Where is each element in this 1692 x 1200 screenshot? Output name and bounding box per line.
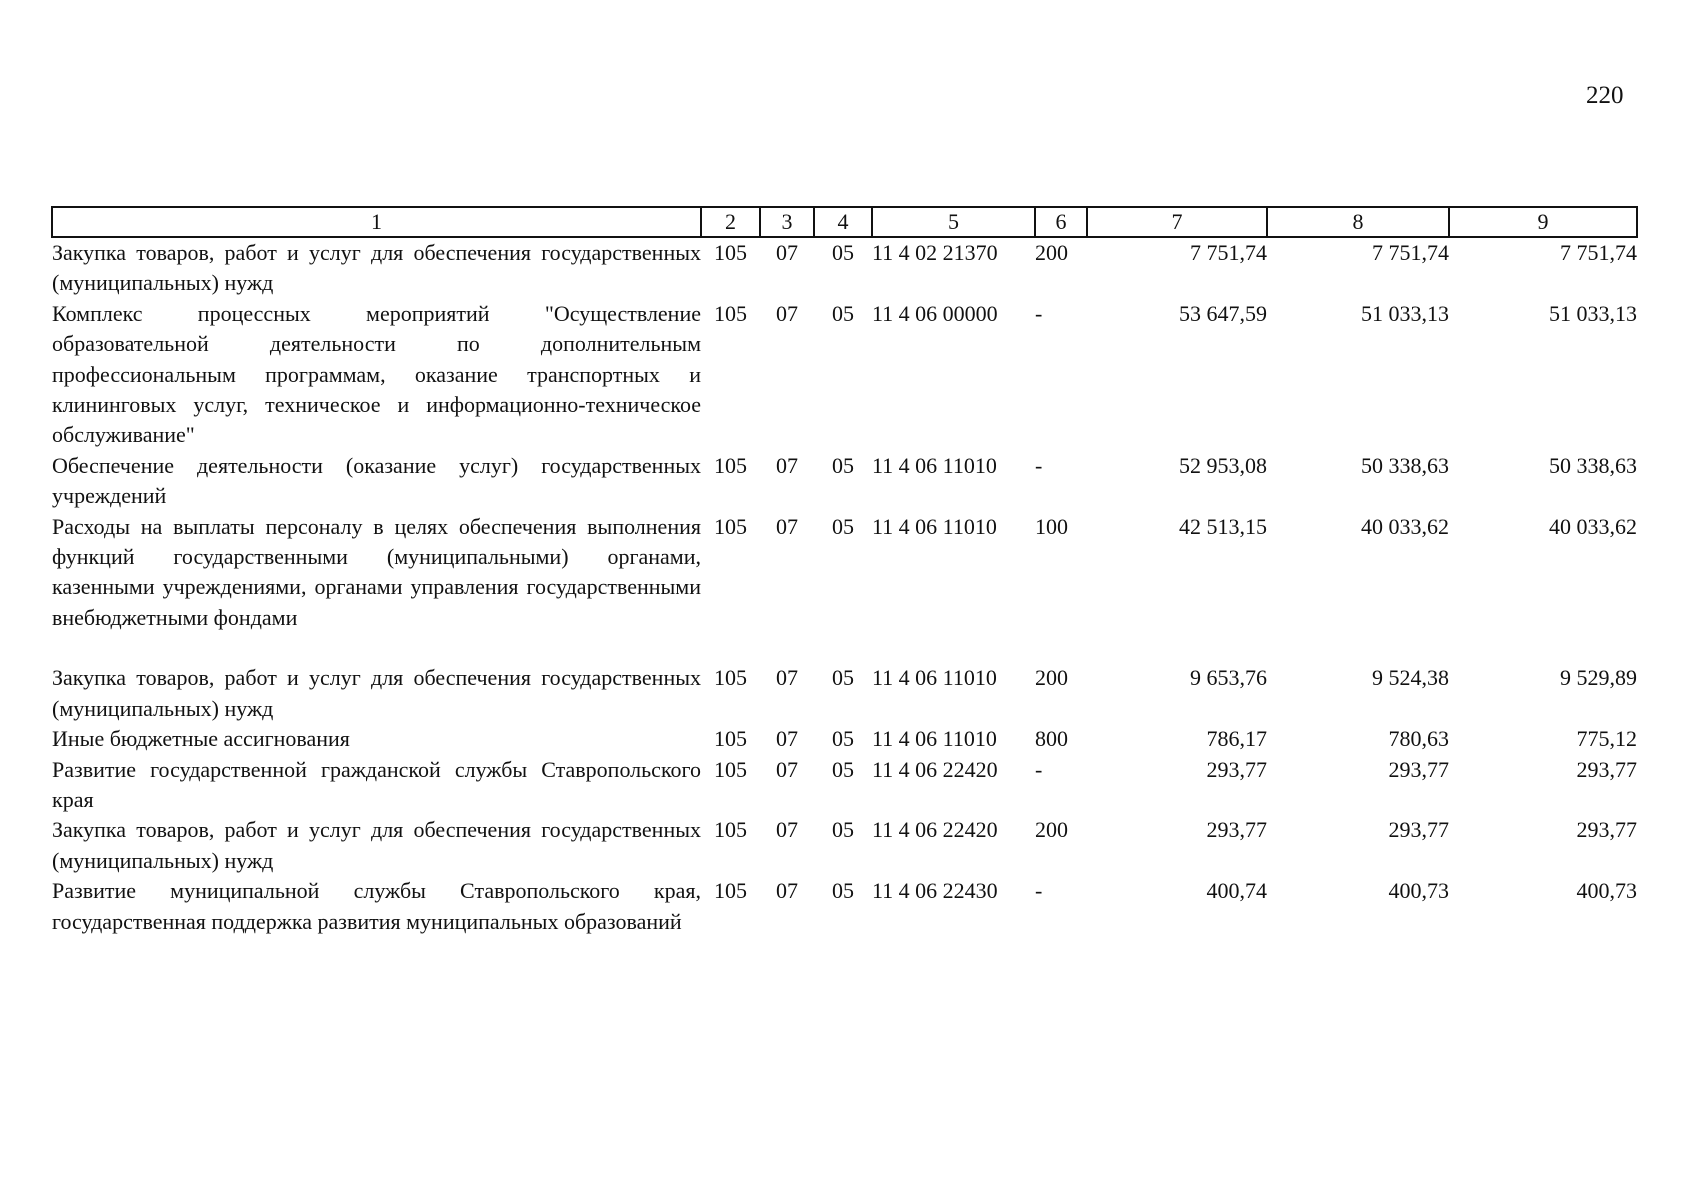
- row-target-article: 11 4 06 00000: [872, 300, 998, 326]
- row-code-admin: 105: [714, 726, 747, 752]
- row-code-admin: 105: [714, 665, 747, 691]
- row-subsection: 05: [832, 240, 854, 265]
- row-amount-9: 9 529,89: [1560, 665, 1637, 691]
- row-amount-8: 40 033,62: [1361, 513, 1449, 539]
- row-amount-8: 7 751,74: [1372, 240, 1449, 265]
- page-number: 220: [1586, 82, 1624, 109]
- row-amount-9: 51 033,13: [1549, 300, 1637, 326]
- row-amount-7: 293,77: [1206, 817, 1267, 843]
- row-target-article: 11 4 06 11010: [872, 726, 997, 752]
- row-target-article: 11 4 06 11010: [872, 665, 997, 691]
- row-subsection: 05: [832, 665, 854, 691]
- col-header-6: 6: [1035, 207, 1087, 237]
- col-header-9: 9: [1449, 207, 1637, 237]
- row-name: Иные бюджетные ассигнования: [52, 726, 350, 752]
- row-section: 07: [776, 240, 798, 265]
- row-subsection: 05: [832, 452, 854, 478]
- table-row: [52, 755, 1637, 816]
- row-subsection: 05: [832, 726, 854, 752]
- row-amount-7: 9 653,76: [1190, 665, 1267, 691]
- row-amount-7: 786,17: [1206, 726, 1267, 752]
- row-subsection: 05: [832, 300, 854, 326]
- row-amount-8: 51 033,13: [1361, 300, 1449, 326]
- table-row: [52, 724, 1637, 754]
- col-header-7: 7: [1087, 207, 1267, 237]
- col-header-1: 1: [52, 207, 701, 237]
- col-header-4: 4: [814, 207, 872, 237]
- row-amount-9: 775,12: [1576, 726, 1637, 752]
- row-target-article: 11 4 06 22420: [872, 756, 998, 782]
- row-expense-type: -: [1035, 756, 1043, 782]
- row-name: Расходы на выплаты персоналу в целях обеспечения выполнения функций государственными (муниципальными) органами, казенными учреждениями, органами управления государственными внебюджетными фондами: [52, 513, 701, 630]
- row-code-admin: 105: [714, 240, 747, 265]
- row-amount-7: 293,77: [1206, 756, 1267, 782]
- row-section: 07: [776, 665, 798, 691]
- col-header-8: 8: [1267, 207, 1449, 237]
- row-section: 07: [776, 513, 798, 539]
- row-amount-8: 9 524,38: [1372, 665, 1449, 691]
- row-amount-9: 50 338,63: [1549, 452, 1637, 478]
- row-section: 07: [776, 756, 798, 782]
- row-expense-type: 200: [1035, 665, 1068, 691]
- row-name: Развитие государственной гражданской службы Ставропольского края: [52, 756, 701, 812]
- row-amount-9: 293,77: [1576, 756, 1637, 782]
- row-amount-7: 53 647,59: [1179, 300, 1267, 326]
- row-expense-type: 800: [1035, 726, 1068, 752]
- table-row: [52, 876, 1637, 937]
- row-amount-9: 40 033,62: [1549, 513, 1637, 539]
- row-target-article: 11 4 06 22430: [872, 878, 998, 904]
- row-expense-type: 100: [1035, 513, 1068, 539]
- row-code-admin: 105: [714, 300, 747, 326]
- row-subsection: 05: [832, 756, 854, 782]
- table-row: [52, 451, 1637, 512]
- row-amount-9: 400,73: [1576, 878, 1637, 904]
- row-amount-7: 52 953,08: [1179, 452, 1267, 478]
- row-name: Закупка товаров, работ и услуг для обеспечения государственных (муниципальных) нужд: [52, 665, 701, 721]
- col-header-3: 3: [760, 207, 814, 237]
- row-section: 07: [776, 878, 798, 904]
- row-amount-8: 400,73: [1388, 878, 1449, 904]
- table-row: [52, 512, 1637, 634]
- row-target-article: 11 4 02 21370: [872, 240, 998, 265]
- row-section: 07: [776, 726, 798, 752]
- row-amount-7: 42 513,15: [1179, 513, 1267, 539]
- row-subsection: 05: [832, 878, 854, 904]
- row-expense-type: 200: [1035, 240, 1068, 265]
- row-amount-8: 780,63: [1388, 726, 1449, 752]
- row-name: Развитие муниципальной службы Ставропольского края, государственная поддержка развития муниципальных образований: [52, 878, 701, 934]
- row-code-admin: 105: [714, 513, 747, 539]
- row-expense-type: 200: [1035, 817, 1068, 843]
- budget-table: [51, 206, 1638, 937]
- row-amount-7: 400,74: [1206, 878, 1267, 904]
- row-subsection: 05: [832, 817, 854, 843]
- row-name: Закупка товаров, работ и услуг для обеспечения государственных (муниципальных) нужд: [52, 240, 701, 296]
- row-target-article: 11 4 06 11010: [872, 513, 997, 539]
- table-row: [52, 815, 1637, 876]
- row-amount-9: 7 751,74: [1560, 240, 1637, 265]
- row-amount-8: 50 338,63: [1361, 452, 1449, 478]
- row-amount-9: 293,77: [1576, 817, 1637, 843]
- table-row: [52, 299, 1637, 451]
- table-row: [52, 237, 1637, 299]
- row-code-admin: 105: [714, 756, 747, 782]
- row-name: Обеспечение деятельности (оказание услуг) государственных учреждений: [52, 452, 701, 509]
- row-expense-type: -: [1035, 452, 1043, 478]
- row-code-admin: 105: [714, 878, 747, 904]
- table-row: [52, 633, 1637, 724]
- row-section: 07: [776, 817, 798, 843]
- row-subsection: 05: [832, 513, 854, 539]
- row-section: 07: [776, 300, 798, 326]
- row-expense-type: -: [1035, 300, 1043, 326]
- header-row: [52, 207, 1637, 237]
- row-amount-8: 293,77: [1388, 817, 1449, 843]
- row-name: Закупка товаров, работ и услуг для обеспечения государственных (муниципальных) нужд: [52, 817, 701, 873]
- col-header-5: 5: [872, 207, 1035, 237]
- row-amount-7: 7 751,74: [1190, 240, 1267, 265]
- row-section: 07: [776, 452, 798, 478]
- row-target-article: 11 4 06 11010: [872, 452, 997, 478]
- row-target-article: 11 4 06 22420: [872, 817, 998, 843]
- row-code-admin: 105: [714, 452, 747, 478]
- col-header-2: 2: [701, 207, 760, 237]
- row-name: Комплекс процессных мероприятий "Осуществление образовательной деятельности по дополнительным профессиональным программам, оказание транспортных и клининговых услуг, техническое и информационно-техническое обслуживание": [52, 300, 701, 448]
- row-code-admin: 105: [714, 817, 747, 843]
- row-expense-type: -: [1035, 878, 1043, 904]
- row-amount-8: 293,77: [1388, 756, 1449, 782]
